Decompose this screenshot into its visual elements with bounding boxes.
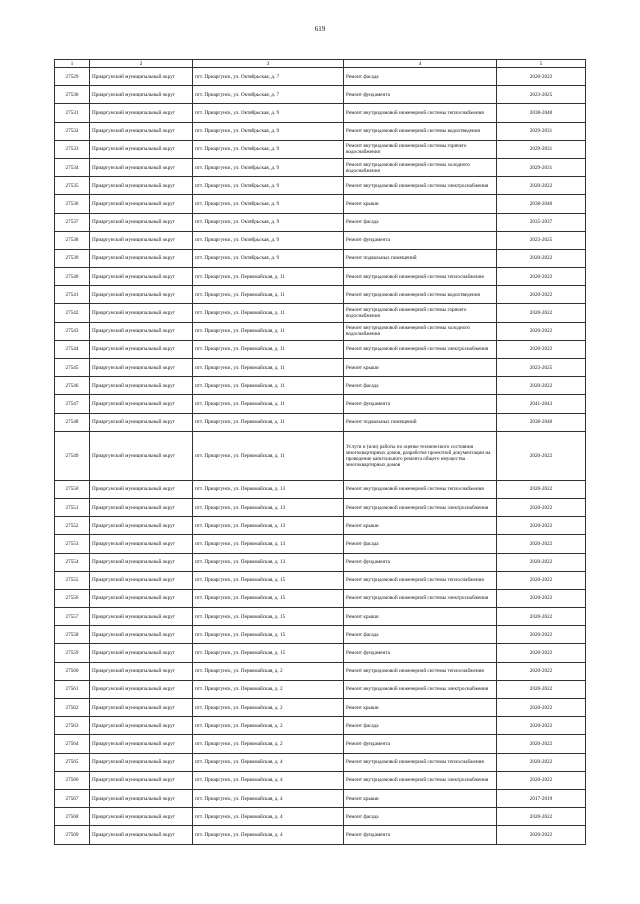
table-row bbox=[55, 808, 586, 826]
municipality-cell: Приаргунский муниципальный округ bbox=[90, 86, 193, 104]
work-type-cell: Ремонт внутридомовой инженерной системы водоотведения bbox=[344, 286, 497, 304]
address-cell: пгт. Приаргунск, ул. Первомайская, д. 4 bbox=[193, 808, 344, 826]
municipality-cell: Приаргунский муниципальный округ bbox=[90, 608, 193, 626]
row-number-cell: 27555 bbox=[55, 571, 90, 589]
table-row bbox=[55, 753, 586, 771]
municipality-cell: Приаргунский муниципальный округ bbox=[90, 535, 193, 553]
row-number-cell: 27569 bbox=[55, 826, 90, 844]
period-cell: 2023-2025 bbox=[497, 86, 586, 104]
work-type-cell: Ремонт внутридомовой инженерной системы электроснабжения bbox=[344, 680, 497, 698]
municipality-cell: Приаргунский муниципальный округ bbox=[90, 377, 193, 395]
work-type-cell: Ремонт подвальных помещений bbox=[344, 413, 497, 431]
municipality-cell: Приаргунский муниципальный округ bbox=[90, 771, 193, 789]
address-cell: пгт. Приаргунск, ул. Октябрьская, д. 9 bbox=[193, 104, 344, 122]
municipality-cell: Приаргунский муниципальный округ bbox=[90, 589, 193, 607]
table-row bbox=[55, 213, 586, 231]
address-cell: пгт. Приаргунск, ул. Первомайская, д. 11 bbox=[193, 322, 344, 340]
row-number-cell: 27566 bbox=[55, 771, 90, 789]
header-row bbox=[55, 60, 586, 68]
municipality-cell: Приаргунский муниципальный округ bbox=[90, 826, 193, 844]
municipality-cell: Приаргунский муниципальный округ bbox=[90, 413, 193, 431]
municipality-cell: Приаргунский муниципальный округ bbox=[90, 140, 193, 158]
table-row bbox=[55, 662, 586, 680]
table-row bbox=[55, 608, 586, 626]
period-cell: 2041-2043 bbox=[497, 395, 586, 413]
work-type-cell: Ремонт фундамента bbox=[344, 86, 497, 104]
period-cell: 2020-2022 bbox=[497, 680, 586, 698]
municipality-cell: Приаргунский муниципальный округ bbox=[90, 213, 193, 231]
municipality-cell: Приаргунский муниципальный округ bbox=[90, 735, 193, 753]
municipality-cell: Приаргунский муниципальный округ bbox=[90, 626, 193, 644]
table-row bbox=[55, 158, 586, 176]
period-cell: 2020-2022 bbox=[497, 498, 586, 516]
address-cell: пгт. Приаргунск, ул. Первомайская, д. 4 bbox=[193, 826, 344, 844]
table-row bbox=[55, 286, 586, 304]
period-cell: 2017-2019 bbox=[497, 789, 586, 807]
work-type-cell: Ремонт фундамента bbox=[344, 231, 497, 249]
municipality-cell: Приаргунский муниципальный округ bbox=[90, 431, 193, 480]
table-row bbox=[55, 195, 586, 213]
address-cell: пгт. Приаргунск, ул. Октябрьская, д. 9 bbox=[193, 249, 344, 267]
work-type-cell: Ремонт внутридомовой инженерной системы холодного водоснабжения bbox=[344, 158, 497, 176]
table-row bbox=[55, 553, 586, 571]
table-row bbox=[55, 517, 586, 535]
address-cell: пгт. Приаргунск, ул. Первомайская, д. 11 bbox=[193, 359, 344, 377]
period-cell: 2029-2031 bbox=[497, 158, 586, 176]
row-number-cell: 27564 bbox=[55, 735, 90, 753]
address-cell: пгт. Приаргунск, ул. Октябрьская, д. 9 bbox=[193, 213, 344, 231]
address-cell: пгт. Приаргунск, ул. Первомайская, д. 15 bbox=[193, 644, 344, 662]
work-type-cell: Ремонт фасада bbox=[344, 68, 497, 86]
work-type-cell: Ремонт крыши bbox=[344, 608, 497, 626]
work-type-cell: Ремонт фундамента bbox=[344, 826, 497, 844]
row-number-cell: 27559 bbox=[55, 644, 90, 662]
municipality-cell: Приаргунский муниципальный округ bbox=[90, 231, 193, 249]
work-type-cell: Ремонт внутридомовой инженерной системы теплоснабжения bbox=[344, 662, 497, 680]
municipality-cell: Приаргунский муниципальный округ bbox=[90, 249, 193, 267]
row-number-cell: 27543 bbox=[55, 322, 90, 340]
table-row bbox=[55, 268, 586, 286]
period-cell: 2020-2022 bbox=[497, 535, 586, 553]
address-cell: пгт. Приаргунск, ул. Первомайская, д. 11 bbox=[193, 304, 344, 322]
period-cell: 2029-2031 bbox=[497, 122, 586, 140]
period-cell: 2020-2022 bbox=[497, 808, 586, 826]
table-row bbox=[55, 104, 586, 122]
table-row bbox=[55, 340, 586, 358]
address-cell: пгт. Приаргунск, ул. Первомайская, д. 11 bbox=[193, 431, 344, 480]
municipality-cell: Приаргунский муниципальный округ bbox=[90, 553, 193, 571]
work-type-cell: Ремонт фасада bbox=[344, 717, 497, 735]
row-number-cell: 27560 bbox=[55, 662, 90, 680]
page-number: 619 bbox=[314, 25, 326, 33]
municipality-cell: Приаргунский муниципальный округ bbox=[90, 177, 193, 195]
table-row bbox=[55, 535, 586, 553]
municipality-cell: Приаргунский муниципальный округ bbox=[90, 122, 193, 140]
address-cell: пгт. Приаргунск, ул. Первомайская, д. 2 bbox=[193, 680, 344, 698]
work-type-cell: Ремонт внутридомовой инженерной системы горячего водоснабжения bbox=[344, 140, 497, 158]
row-number-cell: 27532 bbox=[55, 122, 90, 140]
row-number-cell: 27565 bbox=[55, 753, 90, 771]
municipality-cell: Приаргунский муниципальный округ bbox=[90, 662, 193, 680]
period-cell: 2020-2022 bbox=[497, 340, 586, 358]
period-cell: 2020-2022 bbox=[497, 717, 586, 735]
municipality-cell: Приаргунский муниципальный округ bbox=[90, 699, 193, 717]
address-cell: пгт. Приаргунск, ул. Первомайская, д. 15 bbox=[193, 589, 344, 607]
header-cell: 1 bbox=[55, 60, 90, 68]
address-cell: пгт. Приаргунск, ул. Октябрьская, д. 9 bbox=[193, 177, 344, 195]
municipality-cell: Приаргунский муниципальный округ bbox=[90, 286, 193, 304]
work-type-cell: Ремонт крыши bbox=[344, 699, 497, 717]
address-cell: пгт. Приаргунск, ул. Первомайская, д. 11 bbox=[193, 377, 344, 395]
municipality-cell: Приаргунский муниципальный округ bbox=[90, 480, 193, 498]
period-cell: 2020-2022 bbox=[497, 589, 586, 607]
row-number-cell: 27561 bbox=[55, 680, 90, 698]
address-cell: пгт. Приаргунск, ул. Первомайская, д. 11 bbox=[193, 413, 344, 431]
period-cell: 2020-2022 bbox=[497, 304, 586, 322]
table-row bbox=[55, 413, 586, 431]
row-number-cell: 27538 bbox=[55, 231, 90, 249]
period-cell: 2038-2040 bbox=[497, 195, 586, 213]
row-number-cell: 27562 bbox=[55, 699, 90, 717]
table-row bbox=[55, 644, 586, 662]
table-row bbox=[55, 626, 586, 644]
table-row bbox=[55, 826, 586, 844]
work-type-cell: Ремонт внутридомовой инженерной системы теплоснабжения bbox=[344, 571, 497, 589]
work-type-cell: Ремонт внутридомовой инженерной системы теплоснабжения bbox=[344, 268, 497, 286]
row-number-cell: 27531 bbox=[55, 104, 90, 122]
address-cell: пгт. Приаргунск, ул. Октябрьская, д. 7 bbox=[193, 86, 344, 104]
row-number-cell: 27550 bbox=[55, 480, 90, 498]
municipality-cell: Приаргунский муниципальный округ bbox=[90, 340, 193, 358]
period-cell: 2020-2022 bbox=[497, 553, 586, 571]
row-number-cell: 27547 bbox=[55, 395, 90, 413]
address-cell: пгт. Приаргунск, ул. Первомайская, д. 13 bbox=[193, 480, 344, 498]
row-number-cell: 27558 bbox=[55, 626, 90, 644]
period-cell: 2020-2022 bbox=[497, 377, 586, 395]
address-cell: пгт. Приаргунск, ул. Первомайская, д. 4 bbox=[193, 789, 344, 807]
period-cell: 2023-2025 bbox=[497, 231, 586, 249]
table-row bbox=[55, 680, 586, 698]
address-cell: пгт. Приаргунск, ул. Октябрьская, д. 9 bbox=[193, 231, 344, 249]
work-type-cell: Ремонт внутридомовой инженерной системы холодного водоснабжения bbox=[344, 322, 497, 340]
municipality-cell: Приаргунский муниципальный округ bbox=[90, 753, 193, 771]
period-cell: 2020-2022 bbox=[497, 322, 586, 340]
table-row bbox=[55, 395, 586, 413]
address-cell: пгт. Приаргунск, ул. Первомайская, д. 15 bbox=[193, 626, 344, 644]
row-number-cell: 27540 bbox=[55, 268, 90, 286]
address-cell: пгт. Приаргунск, ул. Первомайская, д. 13 bbox=[193, 498, 344, 516]
row-number-cell: 27545 bbox=[55, 359, 90, 377]
municipality-cell: Приаргунский муниципальный округ bbox=[90, 304, 193, 322]
address-cell: пгт. Приаргунск, ул. Первомайская, д. 13 bbox=[193, 535, 344, 553]
row-number-cell: 27539 bbox=[55, 249, 90, 267]
address-cell: пгт. Приаргунск, ул. Первомайская, д. 15 bbox=[193, 571, 344, 589]
address-cell: пгт. Приаргунск, ул. Первомайская, д. 13 bbox=[193, 517, 344, 535]
work-type-cell: Ремонт внутридомовой инженерной системы теплоснабжения bbox=[344, 480, 497, 498]
address-cell: пгт. Приаргунск, ул. Первомайская, д. 15 bbox=[193, 608, 344, 626]
municipality-cell: Приаргунский муниципальный округ bbox=[90, 789, 193, 807]
table-row bbox=[55, 699, 586, 717]
work-type-cell: Ремонт внутридомовой инженерной системы теплоснабжения bbox=[344, 753, 497, 771]
table-row bbox=[55, 789, 586, 807]
address-cell: пгт. Приаргунск, ул. Первомайская, д. 11 bbox=[193, 340, 344, 358]
address-cell: пгт. Приаргунск, ул. Первомайская, д. 2 bbox=[193, 735, 344, 753]
address-cell: пгт. Приаргунск, ул. Первомайская, д. 4 bbox=[193, 753, 344, 771]
table-row bbox=[55, 68, 586, 86]
municipality-cell: Приаргунский муниципальный округ bbox=[90, 322, 193, 340]
row-number-cell: 27553 bbox=[55, 535, 90, 553]
table-row bbox=[55, 498, 586, 516]
address-cell: пгт. Приаргунск, ул. Октябрьская, д. 9 bbox=[193, 195, 344, 213]
row-number-cell: 27534 bbox=[55, 158, 90, 176]
row-number-cell: 27556 bbox=[55, 589, 90, 607]
table-row bbox=[55, 249, 586, 267]
period-cell: 2020-2022 bbox=[497, 268, 586, 286]
row-number-cell: 27536 bbox=[55, 195, 90, 213]
row-number-cell: 27541 bbox=[55, 286, 90, 304]
repair-schedule-table bbox=[54, 59, 586, 845]
work-type-cell: Ремонт крыши bbox=[344, 517, 497, 535]
municipality-cell: Приаргунский муниципальный округ bbox=[90, 571, 193, 589]
row-number-cell: 27537 bbox=[55, 213, 90, 231]
header-cell: 2 bbox=[90, 60, 193, 68]
row-number-cell: 27554 bbox=[55, 553, 90, 571]
municipality-cell: Приаргунский муниципальный округ bbox=[90, 680, 193, 698]
municipality-cell: Приаргунский муниципальный округ bbox=[90, 517, 193, 535]
work-type-cell: Ремонт фундамента bbox=[344, 735, 497, 753]
municipality-cell: Приаргунский муниципальный округ bbox=[90, 717, 193, 735]
work-type-cell: Ремонт внутридомовой инженерной системы электроснабжения bbox=[344, 498, 497, 516]
row-number-cell: 27551 bbox=[55, 498, 90, 516]
row-number-cell: 27557 bbox=[55, 608, 90, 626]
address-cell: пгт. Приаргунск, ул. Первомайская, д. 2 bbox=[193, 717, 344, 735]
municipality-cell: Приаргунский муниципальный округ bbox=[90, 644, 193, 662]
period-cell: 2020-2022 bbox=[497, 177, 586, 195]
row-number-cell: 27546 bbox=[55, 377, 90, 395]
address-cell: пгт. Приаргунск, ул. Октябрьская, д. 9 bbox=[193, 122, 344, 140]
row-number-cell: 27567 bbox=[55, 789, 90, 807]
work-type-cell: Ремонт внутридомовой инженерной системы электроснабжения bbox=[344, 589, 497, 607]
row-number-cell: 27549 bbox=[55, 431, 90, 480]
header-cell: 5 bbox=[497, 60, 586, 68]
work-type-cell: Ремонт фасада bbox=[344, 808, 497, 826]
table-row bbox=[55, 735, 586, 753]
period-cell: 2038-2040 bbox=[497, 104, 586, 122]
table-row bbox=[55, 304, 586, 322]
work-type-cell: Ремонт внутридомовой инженерной системы водоотведения bbox=[344, 122, 497, 140]
table-row bbox=[55, 140, 586, 158]
table-row bbox=[55, 717, 586, 735]
period-cell: 2020-2022 bbox=[497, 517, 586, 535]
table-row bbox=[55, 377, 586, 395]
row-number-cell: 27544 bbox=[55, 340, 90, 358]
period-cell: 2020-2022 bbox=[497, 608, 586, 626]
municipality-cell: Приаргунский муниципальный округ bbox=[90, 68, 193, 86]
address-cell: пгт. Приаргунск, ул. Первомайская, д. 2 bbox=[193, 699, 344, 717]
address-cell: пгт. Приаргунск, ул. Первомайская, д. 4 bbox=[193, 771, 344, 789]
row-number-cell: 27568 bbox=[55, 808, 90, 826]
address-cell: пгт. Приаргунск, ул. Октябрьская, д. 9 bbox=[193, 158, 344, 176]
work-type-cell: Ремонт внутридомовой инженерной системы теплоснабжения bbox=[344, 104, 497, 122]
municipality-cell: Приаргунский муниципальный округ bbox=[90, 808, 193, 826]
row-number-cell: 27530 bbox=[55, 86, 90, 104]
period-cell: 2020-2022 bbox=[497, 771, 586, 789]
work-type-cell: Ремонт фундамента bbox=[344, 553, 497, 571]
row-number-cell: 27535 bbox=[55, 177, 90, 195]
municipality-cell: Приаргунский муниципальный округ bbox=[90, 395, 193, 413]
header-cell: 3 bbox=[193, 60, 344, 68]
work-type-cell: Ремонт фундамента bbox=[344, 395, 497, 413]
municipality-cell: Приаргунский муниципальный округ bbox=[90, 195, 193, 213]
period-cell: 2020-2022 bbox=[497, 626, 586, 644]
row-number-cell: 27542 bbox=[55, 304, 90, 322]
municipality-cell: Приаргунский муниципальный округ bbox=[90, 104, 193, 122]
table-row bbox=[55, 589, 586, 607]
work-type-cell: Ремонт фасада bbox=[344, 626, 497, 644]
work-type-cell: Ремонт подвальных помещений bbox=[344, 249, 497, 267]
municipality-cell: Приаргунский муниципальный округ bbox=[90, 158, 193, 176]
period-cell: 2020-2022 bbox=[497, 480, 586, 498]
work-type-cell: Ремонт фасада bbox=[344, 535, 497, 553]
table-row bbox=[55, 122, 586, 140]
work-type-cell: Ремонт внутридомовой инженерной системы электроснабжения bbox=[344, 340, 497, 358]
work-type-cell: Ремонт внутридомовой инженерной системы электроснабжения bbox=[344, 771, 497, 789]
period-cell: 2020-2022 bbox=[497, 662, 586, 680]
row-number-cell: 27563 bbox=[55, 717, 90, 735]
work-type-cell: Услуги и (или) работы по оценке технического состояния многоквартирных домов, разработке проектной документации на проведение капитального ремонта общего имущества многоквартирных домов bbox=[344, 431, 497, 480]
table-row bbox=[55, 571, 586, 589]
period-cell: 2020-2022 bbox=[497, 68, 586, 86]
address-cell: пгт. Приаргунск, ул. Первомайская, д. 11 bbox=[193, 395, 344, 413]
table-row bbox=[55, 231, 586, 249]
period-cell: 2038-2040 bbox=[497, 413, 586, 431]
work-type-cell: Ремонт внутридомовой инженерной системы горячего водоснабжения bbox=[344, 304, 497, 322]
table-row bbox=[55, 177, 586, 195]
table-row bbox=[55, 86, 586, 104]
period-cell: 2023-2025 bbox=[497, 359, 586, 377]
period-cell: 2020-2022 bbox=[497, 249, 586, 267]
table-row bbox=[55, 431, 586, 480]
row-number-cell: 27533 bbox=[55, 140, 90, 158]
header-cell: 4 bbox=[344, 60, 497, 68]
row-number-cell: 27529 bbox=[55, 68, 90, 86]
work-type-cell: Ремонт крыши bbox=[344, 359, 497, 377]
address-cell: пгт. Приаргунск, ул. Октябрьская, д. 9 bbox=[193, 140, 344, 158]
period-cell: 2020-2022 bbox=[497, 644, 586, 662]
work-type-cell: Ремонт крыши bbox=[344, 789, 497, 807]
period-cell: 2020-2022 bbox=[497, 735, 586, 753]
work-type-cell: Ремонт фасада bbox=[344, 213, 497, 231]
row-number-cell: 27548 bbox=[55, 413, 90, 431]
row-number-cell: 27552 bbox=[55, 517, 90, 535]
work-type-cell: Ремонт фундамента bbox=[344, 644, 497, 662]
municipality-cell: Приаргунский муниципальный округ bbox=[90, 498, 193, 516]
address-cell: пгт. Приаргунск, ул. Первомайская, д. 2 bbox=[193, 662, 344, 680]
address-cell: пгт. Приаргунск, ул. Первомайская, д. 11 bbox=[193, 286, 344, 304]
address-cell: пгт. Приаргунск, ул. Октябрьская, д. 7 bbox=[193, 68, 344, 86]
municipality-cell: Приаргунский муниципальный округ bbox=[90, 359, 193, 377]
work-type-cell: Ремонт крыши bbox=[344, 195, 497, 213]
work-type-cell: Ремонт фасада bbox=[344, 377, 497, 395]
period-cell: 2020-2022 bbox=[497, 753, 586, 771]
period-cell: 2020-2022 bbox=[497, 431, 586, 480]
period-cell: 2029-2031 bbox=[497, 140, 586, 158]
table-row bbox=[55, 359, 586, 377]
period-cell: 2020-2022 bbox=[497, 699, 586, 717]
period-cell: 2020-2022 bbox=[497, 286, 586, 304]
table-row bbox=[55, 771, 586, 789]
municipality-cell: Приаргунский муниципальный округ bbox=[90, 268, 193, 286]
table-row bbox=[55, 322, 586, 340]
address-cell: пгт. Приаргунск, ул. Первомайская, д. 11 bbox=[193, 268, 344, 286]
address-cell: пгт. Приаргунск, ул. Первомайская, д. 13 bbox=[193, 553, 344, 571]
table-row bbox=[55, 480, 586, 498]
work-type-cell: Ремонт внутридомовой инженерной системы электроснабжения bbox=[344, 177, 497, 195]
period-cell: 2020-2022 bbox=[497, 826, 586, 844]
period-cell: 2035-2037 bbox=[497, 213, 586, 231]
period-cell: 2020-2022 bbox=[497, 571, 586, 589]
